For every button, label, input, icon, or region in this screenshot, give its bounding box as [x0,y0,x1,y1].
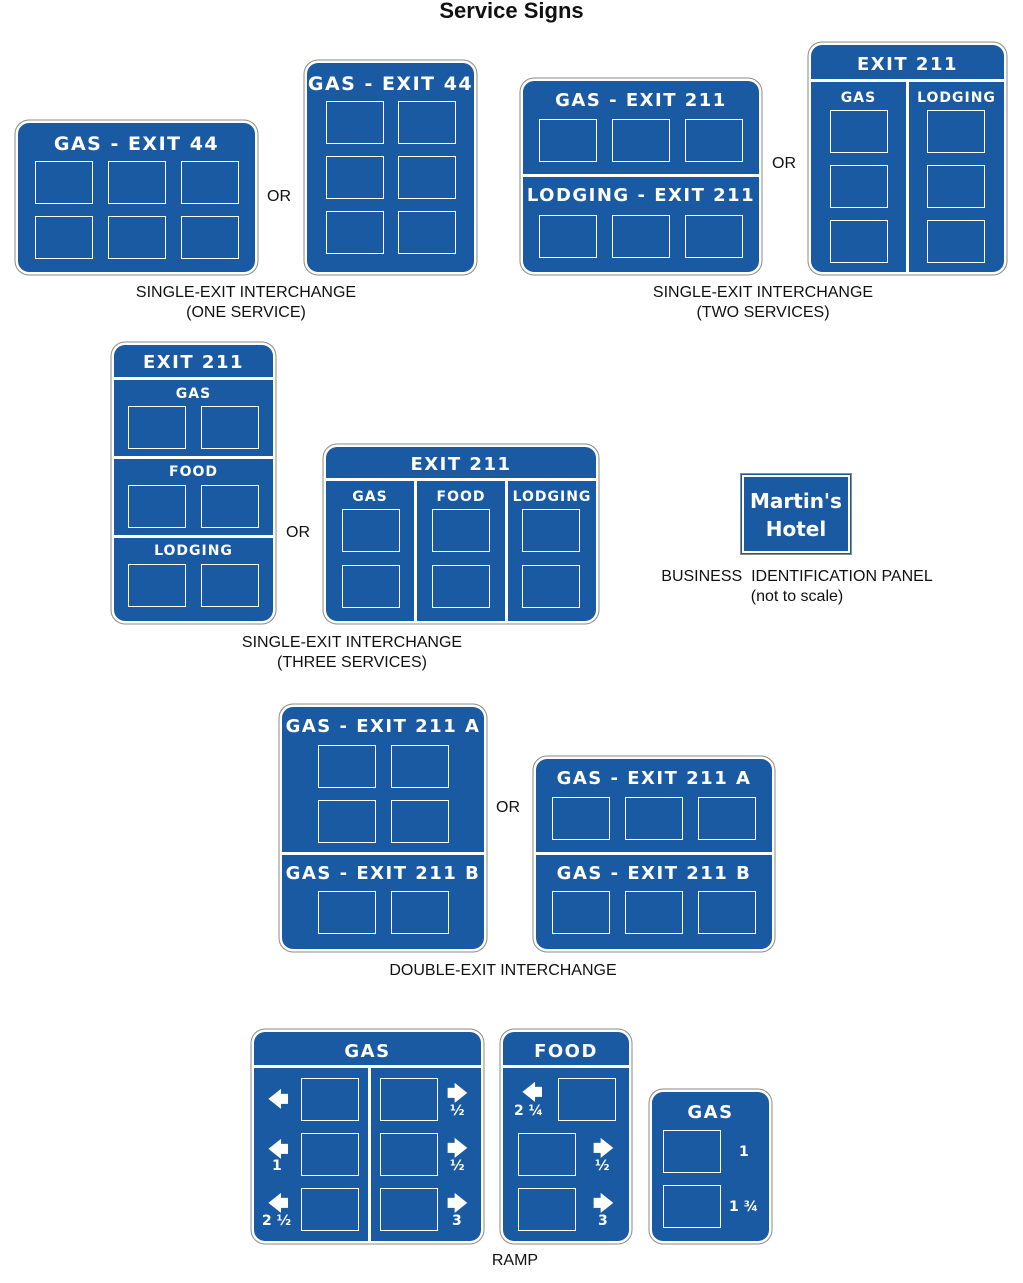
logo-panel [342,509,400,552]
divider [114,377,273,380]
sign-ramp-food [503,1032,629,1241]
logo-panel [663,1130,721,1173]
sign-exit-211-two-columns [811,45,1004,272]
sign-legend: LODGING - EXIT 211 [526,185,756,206]
logo-panel [35,161,93,204]
sign-legend: GAS [344,1041,391,1062]
right-arrow-icon: 🡆 [593,1136,614,1160]
logo-panel [698,797,756,840]
logo-panel [518,1133,576,1176]
left-arrow-icon: 🡄 [522,1080,543,1104]
sign-legend: GAS - EXIT 211 A [556,768,752,789]
logo-panel [685,119,743,162]
logo-panel [318,745,376,788]
logo-panel [128,485,186,528]
divider [536,852,772,855]
right-arrow-icon: 🡆 [447,1136,468,1160]
logo-panel [625,797,683,840]
divider [523,174,759,177]
divider [114,456,273,459]
sign-legend: GAS - EXIT 211 [555,90,727,111]
caption-two-services [613,283,913,323]
caption-three-services [202,633,502,673]
sign-ramp-gas-small [652,1092,769,1241]
service-label: FOOD [436,489,486,505]
logo-panel [552,797,610,840]
logo-panel [201,564,259,607]
sign-legend: EXIT 211 [857,54,958,75]
logo-panel [558,1078,616,1121]
sign-legend: GAS - EXIT 211 A [285,716,481,737]
service-label: FOOD [169,464,218,480]
sign-exit-211-three-columns [326,447,596,621]
caption-ramp: RAMP [491,1252,539,1269]
sign-gas-exit-44-vertical [307,63,474,272]
logo-panel [398,156,456,199]
logo-panel [663,1185,721,1228]
sign-exit-211-three-stacked [114,345,273,621]
sign-legend: GAS - EXIT 211 B [556,863,752,884]
distance-label: 1 [739,1144,749,1160]
logo-panel [391,745,449,788]
distance-label: 1 ¾ [729,1199,759,1215]
or-label: OR [496,799,520,816]
logo-panel [108,161,166,204]
logo-panel [301,1133,359,1176]
caption-line: (not to scale) [750,588,844,605]
or-label: OR [267,188,291,205]
logo-panel [342,565,400,608]
logo-panel [927,165,985,208]
logo-panel [108,216,166,259]
caption-line: (TWO SERVICES) [696,304,830,321]
logo-panel [380,1188,438,1231]
logo-panel [380,1133,438,1176]
distance-label: ½ [450,1158,465,1174]
logo-panel [391,891,449,934]
logo-panel [326,211,384,254]
logo-panel [398,101,456,144]
caption-one-service [96,283,396,323]
logo-panel [539,119,597,162]
logo-panel [698,891,756,934]
sign-gas-lodging-exit-211-stacked [523,81,759,272]
right-arrow-icon: 🡆 [593,1191,614,1215]
distance-label: ½ [595,1158,610,1174]
sign-legend: GAS [687,1102,734,1123]
logo-panel [128,406,186,449]
business-identification-panel [740,473,852,555]
divider [326,478,596,481]
logo-panel [522,565,580,608]
or-label: OR [286,524,310,541]
business-name-line: Martin's [750,489,842,513]
right-arrow-icon: 🡆 [447,1081,468,1105]
divider [114,535,273,538]
right-arrow-icon: 🡆 [447,1191,468,1215]
logo-panel [326,101,384,144]
logo-panel [181,161,239,204]
sign-legend: GAS - EXIT 44 [53,133,220,155]
distance-label: 1 [272,1158,282,1174]
logo-panel [518,1188,576,1231]
logo-panel [301,1078,359,1121]
logo-panel [432,565,490,608]
service-label: LODGING [917,90,996,106]
divider [368,1065,371,1241]
logo-panel [612,119,670,162]
business-name-line: Hotel [765,517,827,541]
logo-panel [326,156,384,199]
logo-panel [539,215,597,258]
logo-panel [128,564,186,607]
logo-panel [318,800,376,843]
logo-panel [625,891,683,934]
logo-panel [301,1188,359,1231]
logo-panel [432,509,490,552]
left-arrow-icon: 🡄 [268,1137,289,1161]
logo-panel [927,110,985,153]
sign-legend: EXIT 211 [410,454,512,475]
service-label: GAS [175,386,212,402]
distance-label: ½ [450,1103,465,1119]
distance-label: 3 [598,1213,608,1229]
caption-line: SINGLE-EXIT INTERCHANGE [241,634,463,651]
sign-ramp-gas [254,1032,481,1241]
logo-panel [391,800,449,843]
service-label: LODGING [154,543,233,559]
distance-label: 3 [452,1213,462,1229]
service-label: GAS [840,90,877,106]
logo-panel [398,211,456,254]
logo-panel [380,1078,438,1121]
service-label: GAS [352,489,388,505]
logo-panel [201,485,259,528]
caption-double-exit: DOUBLE-EXIT INTERCHANGE [389,962,617,979]
left-arrow-icon: 🡄 [268,1087,289,1111]
logo-panel [201,406,259,449]
divider [906,79,909,272]
logo-panel [830,220,888,263]
logo-panel [522,509,580,552]
divider [282,852,484,855]
page-title: Service Signs [439,0,584,23]
sign-gas-exit-44-horizontal [18,123,255,272]
logo-panel [927,220,985,263]
logo-panel [35,216,93,259]
caption-line: BUSINESS IDENTIFICATION PANEL [661,568,933,585]
logo-panel [318,891,376,934]
caption-business-panel [647,567,947,607]
sign-legend: GAS - EXIT 44 [307,73,474,95]
sign-legend: GAS - EXIT 211 B [285,863,481,884]
logo-panel [830,110,888,153]
logo-panel [612,215,670,258]
distance-label: 2 ¼ [514,1103,544,1119]
or-label: OR [772,155,796,172]
logo-panel [830,165,888,208]
sign-legend: FOOD [534,1041,598,1062]
service-label: LODGING [512,489,592,505]
caption-line: (THREE SERVICES) [277,654,427,671]
left-arrow-icon: 🡄 [268,1191,289,1215]
sign-double-exit-stacked-a [282,707,484,949]
divider [503,1065,629,1068]
logo-panel [685,215,743,258]
logo-panel [181,216,239,259]
sign-double-exit-horizontal [536,759,772,949]
caption-line: SINGLE-EXIT INTERCHANGE [652,284,874,301]
caption-line: SINGLE-EXIT INTERCHANGE [135,284,357,301]
logo-panel [552,891,610,934]
caption-line: (ONE SERVICE) [186,304,306,321]
distance-label: 2 ½ [262,1213,292,1229]
sign-legend: EXIT 211 [143,352,244,373]
